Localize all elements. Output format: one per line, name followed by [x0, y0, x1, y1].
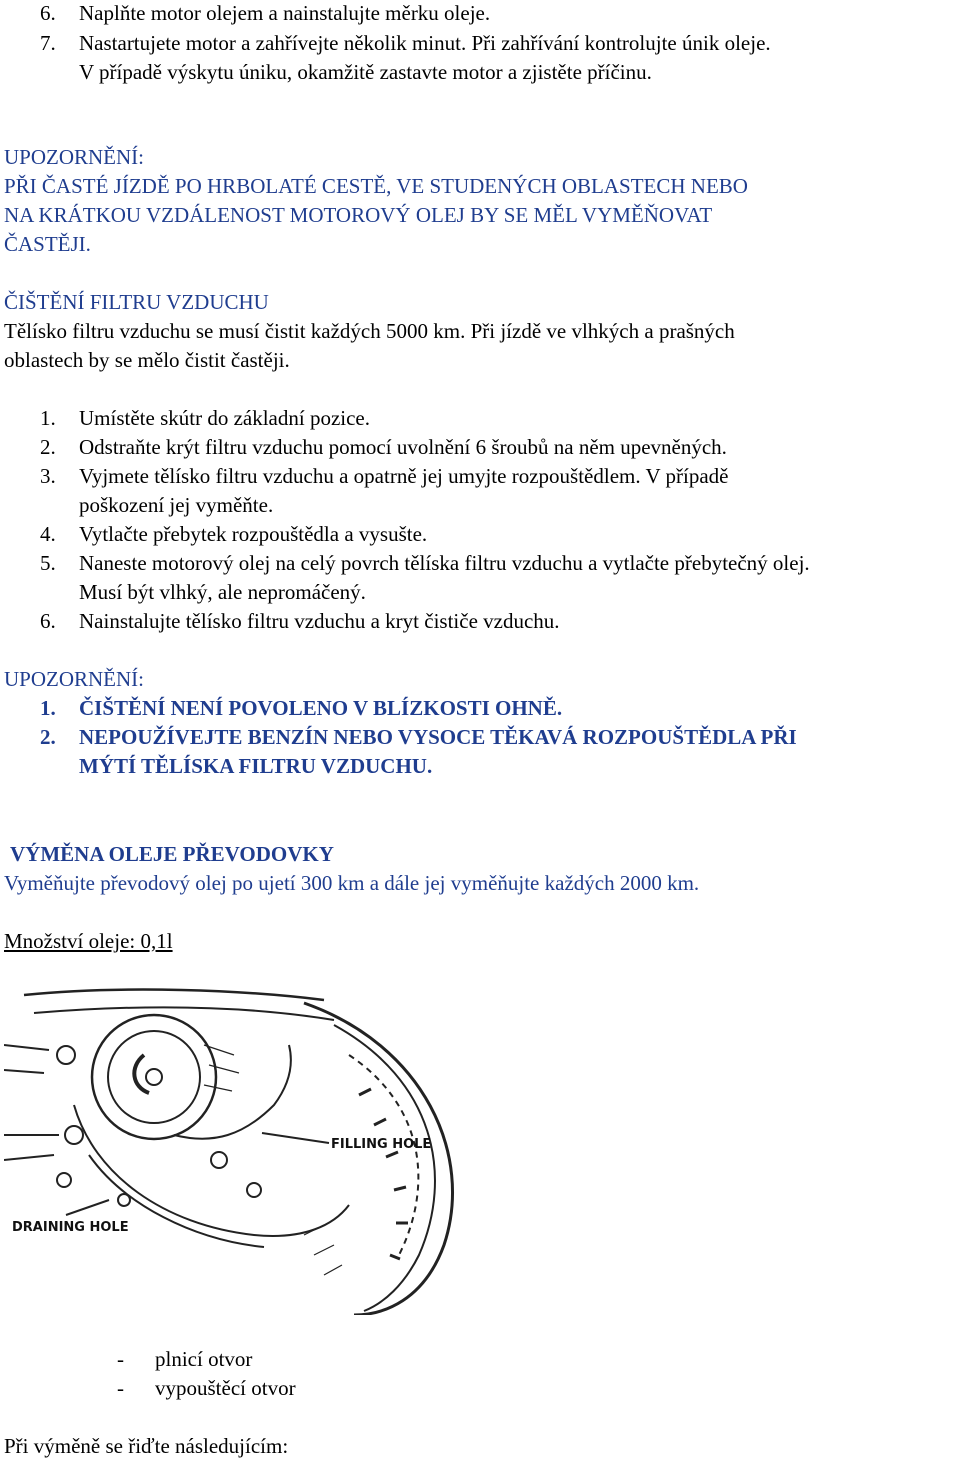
warning-line: NA KRÁTKOU VZDÁLENOST MOTOROVÝ OLEJ BY SE MĚL VYMĚŇOVAT: [4, 203, 713, 227]
air-filter-intro: Tělísko filtru vzduchu se musí čistit každých 5000 km. Při jízdě ve vlhkých a prašných: [4, 319, 735, 343]
oil-step-7-text-cont: V případě výskytu úniku, okamžitě zastavte motor a zjistěte příčinu.: [79, 60, 652, 84]
air-step-text: Nainstalujte tělísko filtru vzduchu a kryt čističe vzduchu.: [79, 609, 560, 633]
footer-text: Při výměně se řiďte následujícím:: [4, 1434, 289, 1458]
air-step-text: Vyjmete tělísko filtru vzduchu a opatrně jej umyjte rozpouštědlem. V případě: [79, 464, 729, 488]
gearbox-diagram: [4, 985, 466, 1315]
air-step-text-cont: poškození jej vyměňte.: [79, 493, 274, 517]
air-step-num: 1.: [40, 406, 56, 430]
warning-line: PŘI ČASTÉ JÍZDĚ PO HRBOLATÉ CESTĚ, VE STUDENÝCH OBLASTECH NEBO: [4, 174, 748, 198]
oil-step-7-num: 7.: [40, 31, 56, 55]
warning-item-text: ČIŠTĚNÍ NENÍ POVOLENO V BLÍZKOSTI OHNĚ.: [79, 696, 563, 720]
legend-draining: vypouštěcí otvor: [155, 1376, 296, 1400]
oil-quantity: Množství oleje: 0,1l: [4, 929, 173, 953]
warning-label: UPOZORNĚNÍ:: [4, 145, 144, 169]
oil-step-6-num: 6.: [40, 1, 56, 25]
section-heading-air-filter: ČIŠTĚNÍ FILTRU VZDUCHU: [4, 290, 269, 314]
air-step-text-cont: Musí být vlhký, ale nepromáčený.: [79, 580, 366, 604]
warning-item-text: NEPOUŽÍVEJTE BENZÍN NEBO VYSOCE TĚKAVÁ ROZPOUŠTĚDLA PŘI: [79, 725, 797, 749]
gear-oil-text: Vyměňujte převodový olej po ujetí 300 km a dále jej vyměňujte každých 2000 km.: [4, 871, 700, 895]
air-step-num: 5.: [40, 551, 56, 575]
air-step-num: 4.: [40, 522, 56, 546]
air-step-text: Odstraňte krýt filtru vzduchu pomocí uvolnění 6 šroubů na něm upevněných.: [79, 435, 727, 459]
section-heading-gear-oil: VÝMĚNA OLEJE PŘEVODOVKY: [10, 842, 334, 866]
legend-dash: -: [117, 1347, 124, 1371]
gearbox-drawing: [4, 985, 466, 1315]
air-step-num: 2.: [40, 435, 56, 459]
air-step-num: 6.: [40, 609, 56, 633]
air-step-num: 3.: [40, 464, 56, 488]
oil-step-6-text: Naplňte motor olejem a nainstalujte měrku oleje.: [79, 1, 491, 25]
air-step-text: Umístěte skútr do základní pozice.: [79, 406, 370, 430]
legend-filling: plnicí otvor: [155, 1347, 253, 1371]
warning-label: UPOZORNĚNÍ:: [4, 667, 144, 691]
oil-step-7-text: Nastartujete motor a zahřívejte několik minut. Při zahřívání kontrolujte únik oleje.: [79, 31, 771, 55]
air-step-text: Naneste motorový olej na celý povrch tělíska filtru vzduchu a vytlačte přebytečný olej.: [79, 551, 810, 575]
air-step-text: Vytlačte přebytek rozpouštědla a vysušte.: [79, 522, 428, 546]
warning-line: ČASTĚJI.: [4, 232, 91, 256]
warning-item-num: 2.: [40, 725, 56, 749]
filling-hole-label: FILLING HOLE: [331, 1137, 432, 1152]
air-filter-intro-cont: oblastech by se mělo čistit častěji.: [4, 348, 290, 372]
warning-item-num: 1.: [40, 696, 56, 720]
legend-dash: -: [117, 1376, 124, 1400]
draining-hole-label: DRAINING HOLE: [12, 1220, 129, 1235]
warning-item-text-cont: MÝTÍ TĚLÍSKA FILTRU VZDUCHU.: [79, 754, 433, 778]
